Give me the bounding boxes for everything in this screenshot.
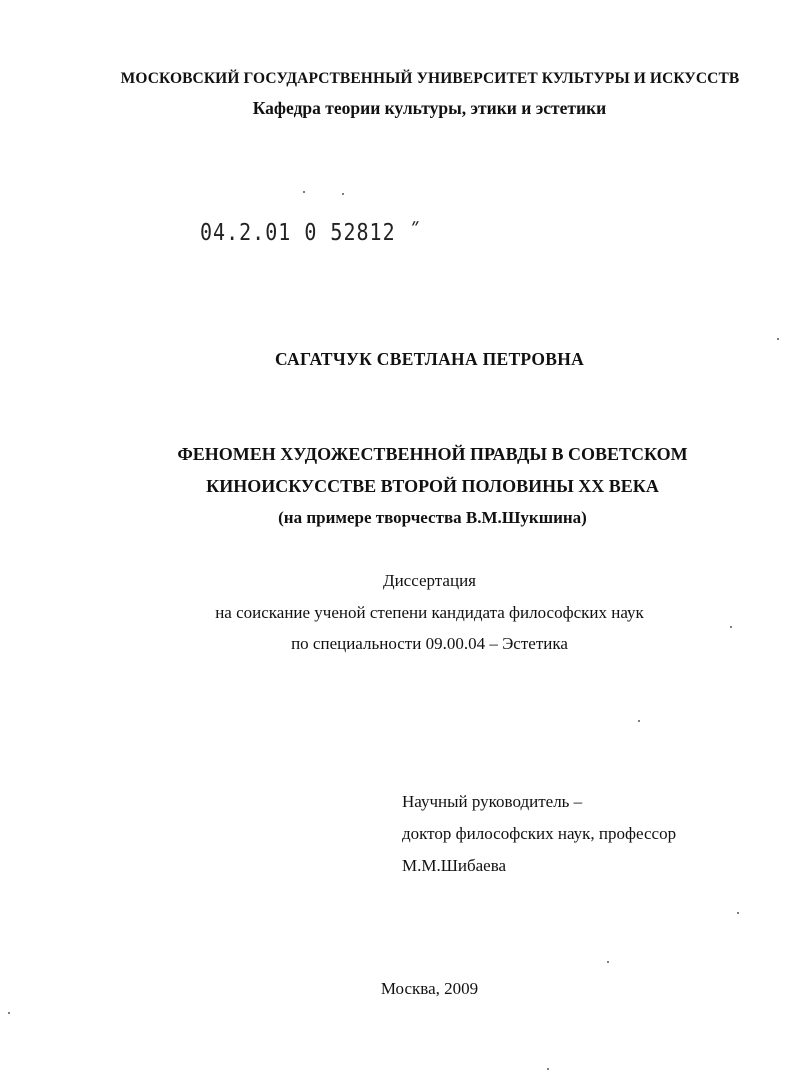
- scan-speck: [547, 1068, 549, 1070]
- university-name: МОСКОВСКИЙ ГОСУДАРСТВЕННЫЙ УНИВЕРСИТЕТ КУЛЬТУРЫ И ИСКУССТВ: [120, 70, 740, 87]
- author-name: САГАТЧУК СВЕТЛАНА ПЕТРОВНА: [274, 349, 585, 369]
- scan-speck: [8, 1012, 10, 1014]
- supervisor-name: М.М.Шибаева: [402, 856, 507, 875]
- scan-speck: [303, 191, 305, 193]
- scan-speck: [638, 720, 640, 722]
- dissertation-type: Диссертация: [382, 571, 476, 590]
- supervisor-role: Научный руководитель –: [402, 792, 583, 811]
- supervisor-credentials: доктор философских наук, профессор: [402, 824, 677, 843]
- thesis-title-line-1: ФЕНОМЕН ХУДОЖЕСТВЕННОЙ ПРАВДЫ В СОВЕТСКОМ: [177, 444, 688, 464]
- scan-speck: [737, 912, 739, 914]
- city-year: Москва, 2009: [380, 979, 479, 998]
- archive-code-stamp: 04.2.01 0 52812 ˝: [200, 218, 422, 246]
- scan-speck: [342, 193, 344, 195]
- dissertation-specialty: по специальности 09.00.04 – Эстетика: [291, 634, 568, 653]
- scan-speck: [607, 961, 609, 963]
- thesis-subtitle: (на примере творчества В.М.Шукшина): [278, 508, 587, 527]
- department-name: Кафедра теории культуры, этики и эстетики: [252, 98, 607, 118]
- scan-speck: [730, 626, 732, 628]
- scan-speck: [777, 338, 779, 340]
- thesis-title-line-2: КИНОИСКУССТВЕ ВТОРОЙ ПОЛОВИНЫ XX ВЕКА: [206, 476, 659, 496]
- dissertation-degree: на соискание ученой степени кандидата философских наук: [215, 603, 644, 622]
